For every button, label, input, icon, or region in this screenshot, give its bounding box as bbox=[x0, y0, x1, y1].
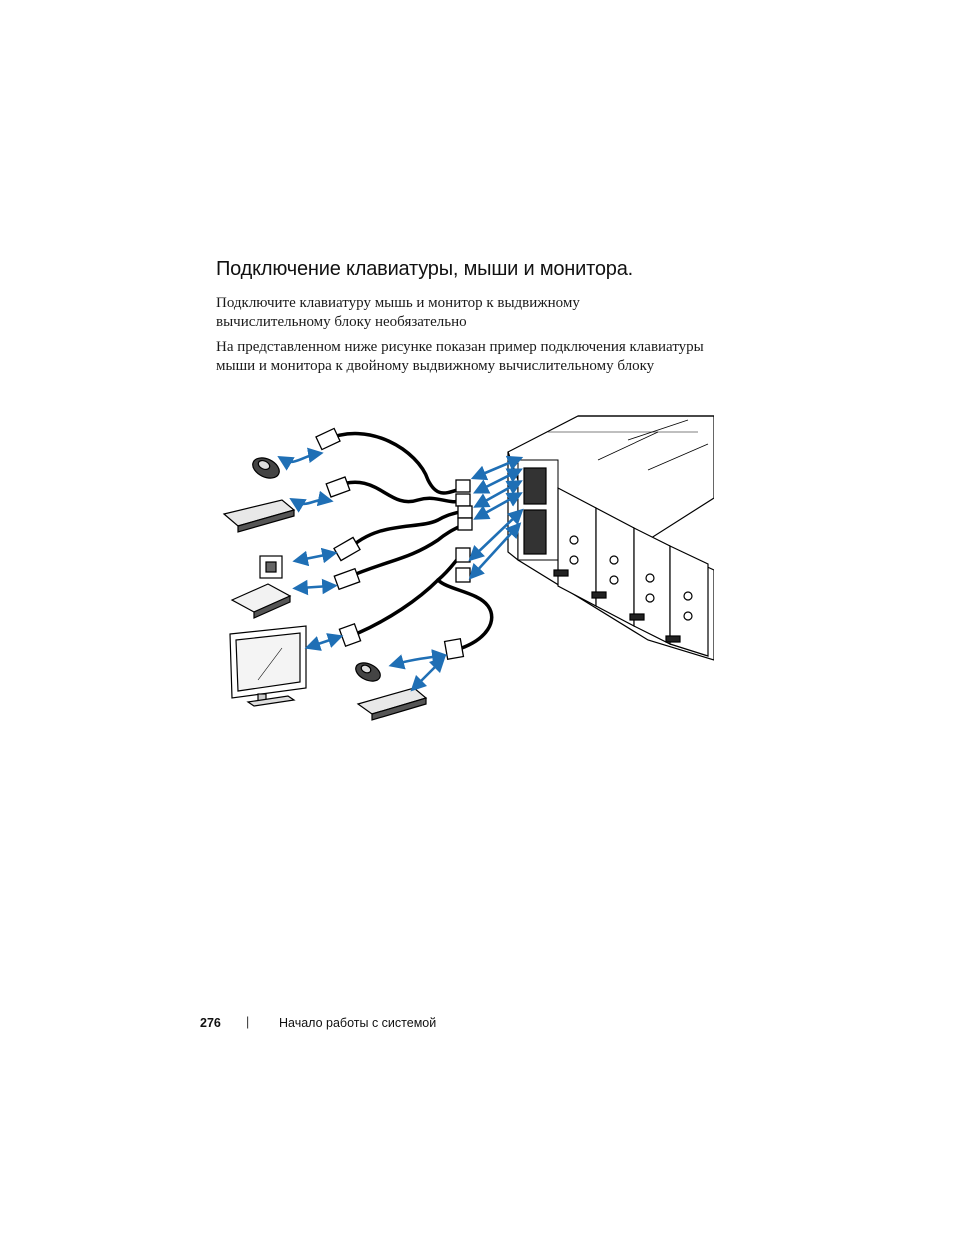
mouse-icon bbox=[353, 659, 383, 684]
usb-connector-icon bbox=[334, 569, 359, 590]
server-chassis-icon bbox=[508, 416, 714, 660]
usb-drive-icon bbox=[260, 556, 282, 578]
usb-connector-icon bbox=[326, 477, 350, 497]
vga-connector-icon bbox=[445, 639, 464, 660]
footer-separator: | bbox=[246, 1015, 250, 1029]
intro-paragraph: Подключите клавиатуру мышь и монитор к выдвижному вычислительному блоку необязательно bbox=[216, 295, 580, 330]
page-number: 276 bbox=[200, 1016, 221, 1030]
figure-description-paragraph: На представленном ниже рисунке показан пример подключения клавиатуры мыши и монитора к двойному выдвижному вычислительному блоку bbox=[216, 339, 704, 374]
mouse-icon bbox=[250, 454, 283, 482]
connection-diagram bbox=[218, 410, 714, 722]
external-drive-icon bbox=[232, 584, 290, 618]
monitor-icon bbox=[230, 626, 306, 706]
usb-connector-icon bbox=[316, 428, 340, 449]
footer-section-title: Начало работы с системой bbox=[279, 1016, 437, 1030]
connection-arrows bbox=[284, 454, 518, 686]
keyboard-icon bbox=[358, 688, 426, 720]
vga-connector-icon bbox=[339, 624, 360, 646]
page-heading: Подключение клавиатуры, мыши и монитора. bbox=[216, 258, 633, 280]
keyboard-icon bbox=[224, 500, 294, 532]
